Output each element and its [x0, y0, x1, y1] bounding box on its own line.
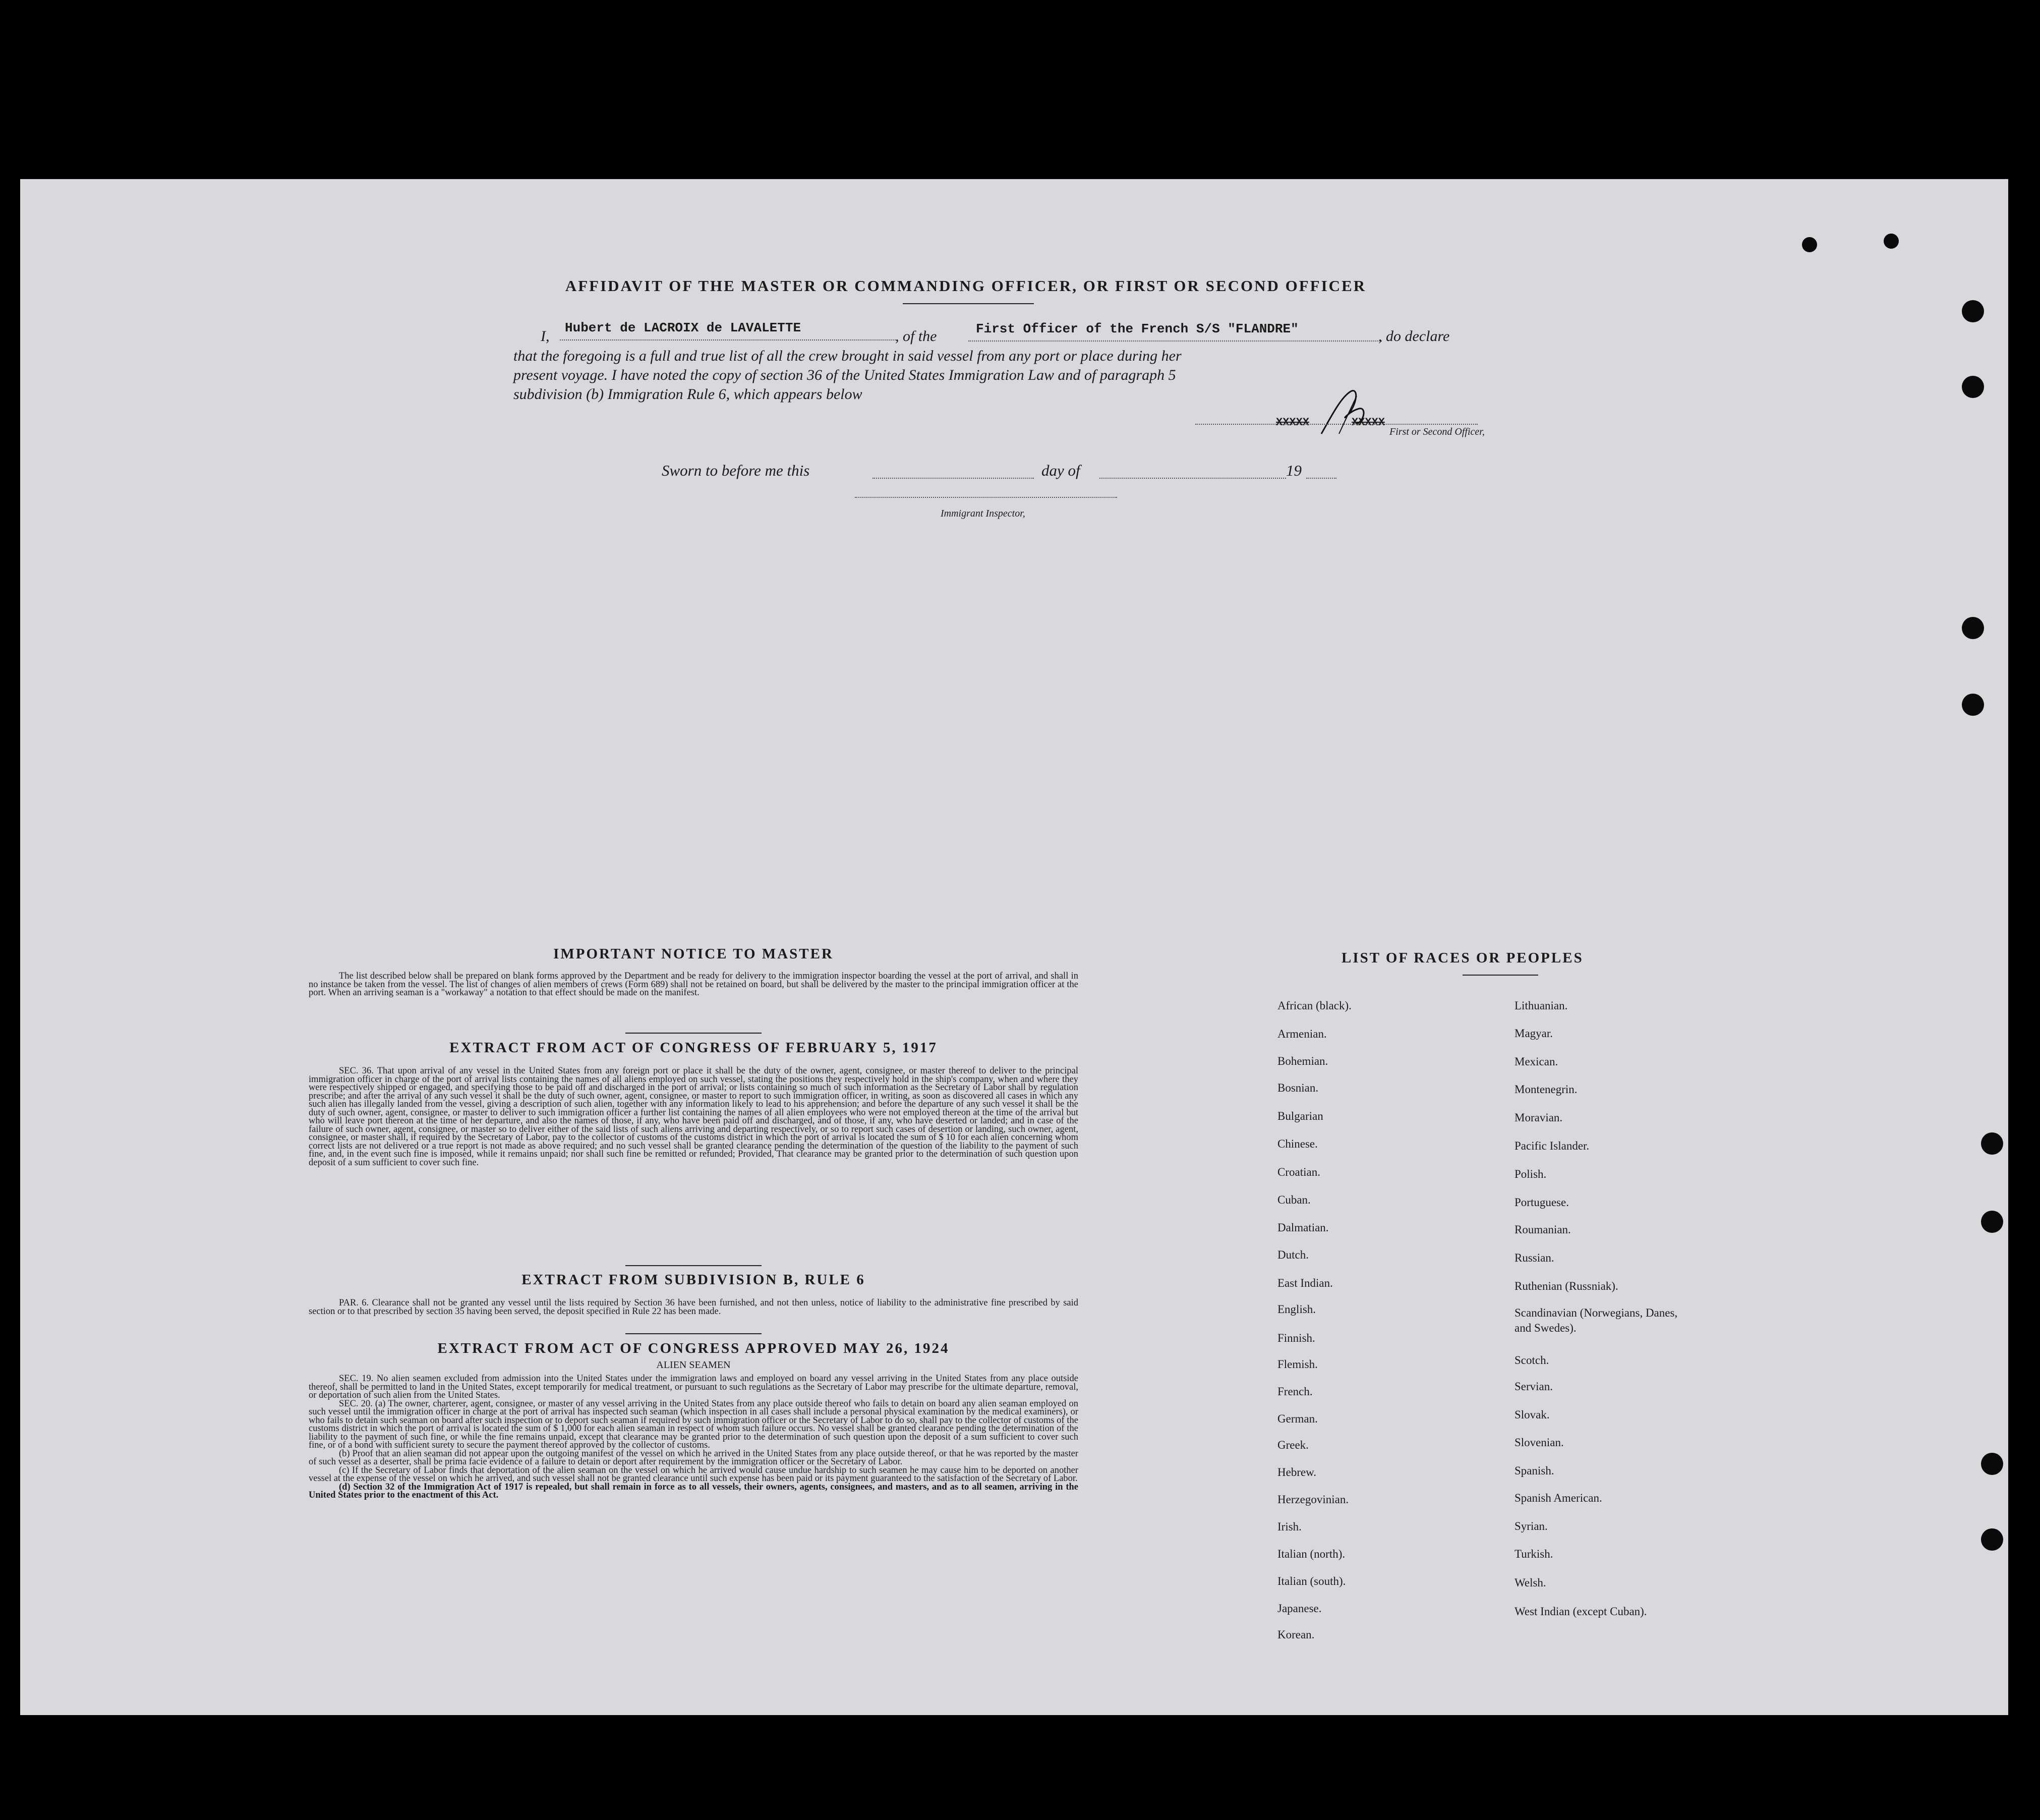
race-item: African (black). — [1277, 999, 1352, 1012]
race-item: Dalmatian. — [1277, 1221, 1329, 1234]
race-item: Italian (north). — [1277, 1548, 1346, 1560]
race-item: Finnish. — [1277, 1332, 1315, 1344]
punch-hole — [1981, 1453, 2003, 1475]
extract-1924-title: EXTRACT FROM ACT OF CONGRESS APPROVED MAY 26, 1924 — [437, 1340, 950, 1356]
race-item: Russian. — [1514, 1252, 1554, 1264]
section-paragraph: (d) Section 32 of the Immigration Act of 1917 is repealed, but shall remain in force as to all vessels, their owners, agents, consignees, and masters, and as to all seamen, arriving in the United States prior to the enactment of this Act. — [309, 1482, 1078, 1500]
race-item: Italian (south). — [1277, 1575, 1346, 1587]
day-of-label: day of — [1041, 462, 1080, 479]
affidavit-i: I, — [541, 328, 550, 345]
title-line — [968, 340, 1382, 342]
section-paragraph: SEC. 19. No alien seamen excluded from admission into the United States under the immigration laws and employed on board any vessel arriving in the United States from any place outside thereof, shall be permitted to land in the United States, except temporarily for medical treatment, or pursuant to such regulations as the Secretary of Labor may prescribe for the ultimate departure, removal, or deportation of such alien from the United States. — [309, 1374, 1078, 1400]
race-item: Dutch. — [1277, 1248, 1309, 1261]
race-item: German. — [1277, 1412, 1318, 1425]
section-paragraph: SEC. 20. (a) The owner, charterer, agent, consignee, or master of any vessel arriving in the United States from any place outside thereof who fails to detain on board any alien seaman employed on such vessel until the immigration officer in charge at the port of arrival has inspected such seaman (which inspection in all cases shall include a personal physical examination by the medical examiners), or who fails to detain such seaman on board after such inspection or to deport such seaman if required by such immigration officer or the Secretary of Labor to do so, shall pay to the collector of customs of the customs district in which the port of arrival is located the sum of $ 1,000 for each alien seaman in respect of whom such failure occurs. No vessel shall be granted clearance pending the determination of the liability to the payment of such fine, or while the fine remains unpaid, except that clearance may be granted prior to the determination of such question upon the deposit of a sum sufficient to cover such fine, or of a bond with sufficient surety to secure the payment thereof approved by the collector of customs. — [309, 1398, 1078, 1450]
race-item: Scandinavian (Norwegians, Danes, and Swedes). — [1514, 1306, 1678, 1334]
section-paragraph: (c) If the Secretary of Labor finds that deportation of the alien seaman on the vessel on which he arrived would cause undue hardship to such seamen he may cause him to be deported on another vessel at the expense of the vessel on which he arrived, and such vessel shall not be granted clearance until such expense has been paid or its payment guaranteed to the satisfaction of the Secretary of Labor. — [309, 1465, 1078, 1484]
inspector-caption: Immigrant Inspector, — [941, 508, 1025, 519]
year-prefix: 19 — [1286, 462, 1302, 479]
subdivision-text: PAR. 6. Clearance shall not be granted any vessel until the lists required by Section 36 have been furnished, and not then unless, notice of liability to the administrative fine prescribed by said section or to that prescribed by section 35 having been served, the deposit specified in Rule 22 has been made. — [309, 1298, 1078, 1317]
extract-1924-body — [309, 1375, 1078, 1500]
signature-line — [1195, 424, 1478, 425]
divider — [625, 1333, 762, 1334]
punch-hole — [1962, 617, 1984, 639]
race-item: West Indian (except Cuban). — [1514, 1605, 1647, 1618]
punch-hole — [1962, 376, 1984, 398]
race-item: Flemish. — [1277, 1358, 1318, 1371]
section-paragraph: (b) Proof that an alien seaman did not appear upon the outgoing manifest of the vessel on which he arrived in the United States from any place outside thereof, or that he was reported by the master of such vessel as a deserter, shall be prima facie evidence of a failure to detain or deport after requirement by the immigration officer or the Secretary of Labor. — [309, 1448, 1078, 1467]
race-item: Scotch. — [1514, 1354, 1549, 1367]
signature-caption: First or Second Officer, — [1389, 426, 1485, 437]
struck-text: XXXXX — [1352, 416, 1385, 429]
race-item: Spanish. — [1514, 1464, 1554, 1477]
notice-text: The list described below shall be prepared on blank forms approved by the Department and be ready for delivery to the immigration inspector boarding the vessel at the port of arrival, and shall in no instance be taken from the vessel. The list of changes of alien members of crews (Form 689) shall not be retained on board, but shall be delivered by the master to the principal immigration officer at the port. When an arriving seaman is a "workaway" a notation to that effect should be made on the manifest. — [309, 971, 1078, 998]
affidavit-title: AFFIDAVIT OF THE MASTER OR COMMANDING OFFICER, OR FIRST OR SECOND OFFICER — [565, 277, 1367, 295]
race-item: Turkish. — [1514, 1548, 1553, 1560]
year-line — [1306, 478, 1336, 479]
divider — [625, 1265, 762, 1266]
race-item: Ruthenian (Russniak). — [1514, 1280, 1618, 1292]
punch-hole — [1981, 1211, 2003, 1233]
race-item: Cuban. — [1277, 1193, 1311, 1206]
race-item: Croatian. — [1277, 1166, 1320, 1178]
race-item: Mexican. — [1514, 1055, 1558, 1068]
race-item: Pacific Islander. — [1514, 1140, 1590, 1152]
race-item: Servian. — [1514, 1380, 1553, 1393]
race-item: Armenian. — [1277, 1028, 1327, 1040]
handwritten-signature — [1311, 386, 1387, 436]
race-item: Greek. — [1277, 1439, 1309, 1451]
race-item: Roumanian. — [1514, 1223, 1571, 1236]
affidavit-body-line-2: present voyage. I have noted the copy of section 36 of the United States Immigration Law and of paragraph 5 — [513, 367, 1176, 383]
race-item: Bulgarian — [1277, 1110, 1323, 1122]
race-item: Spanish American. — [1514, 1492, 1602, 1504]
day-line — [872, 478, 1034, 479]
race-item: Magyar. — [1514, 1027, 1553, 1040]
extract-1917-title: EXTRACT FROM ACT OF CONGRESS OF FEBRUARY 5, 1917 — [449, 1040, 938, 1056]
extract-1917-text: SEC. 36. That upon arrival of any vessel in the United States from any foreign port or place it shall be the duty of the owner, agent, consignee, or master thereof to deliver to the principal immigration officer in charge of the port of arrival lists containing the names of all aliens employed on such vessel, stating the positions they respectively hold in the ship's company, when and where they were respectively shipped or engaged, and specifying those to be paid off and discharged in the port of arrival; or lists containing so much of such information as the Secretary of Labor shall by regulation prescribe; and after the arrival of any such vessel it shall be the duty of such owner, agent, consignee, or master to report to such immigration officer, in writing, as soon as discovered all cases in which any such alien has illegally landed from the vessel, giving a description of such alien, together with any information likely to lead to his apprehension; and before the departure of any such vessel it shall be the duty of such owner, agent, consignee, or master to deliver to such immigration officer a further list containing the names of all alien employees who were not employed thereon at the time of the arrival but who will leave port thereon at the time of her departure, and also the names of those, if any, who have been paid off and discharged, and of those, if any, who have deserted or landed; and in case of the failure of such owner, agent, consignee, or master so to deliver either of the said lists of such aliens arriving and departing respectively, or so to report such cases of desertion or landing, such owner, agent, consignee, or master shall, if required by the Secretary of Labor, pay to the collector of customs of the customs district in which the port of arrival is located the sum of $ 10 for each alien concerning whom correct lists are not delivered or a true report is not made as above required; and no such vessel shall be granted clearance pending the determination of the question of the liability to the payment of such fine, and, in the event such fine is imposed, while it remains unpaid; nor shall such fine be remitted or refunded; Provided, That clearance may be granted prior to the determination of such question upon deposit of a sum sufficient to cover such fine. — [309, 1066, 1078, 1168]
divider — [1463, 975, 1538, 976]
race-item: Herzegovinian. — [1277, 1493, 1349, 1506]
race-item: Japanese. — [1277, 1602, 1322, 1615]
punch-hole — [1962, 694, 1984, 716]
race-item: Bohemian. — [1277, 1055, 1328, 1067]
subdivision-title: EXTRACT FROM SUBDIVISION B, RULE 6 — [521, 1272, 865, 1288]
race-item: Bosnian. — [1277, 1082, 1319, 1094]
race-item: Polish. — [1514, 1168, 1547, 1180]
race-item: English. — [1277, 1303, 1316, 1316]
race-item: Lithuanian. — [1514, 999, 1568, 1012]
race-item: Montenegrin. — [1514, 1083, 1578, 1096]
divider — [903, 303, 1034, 304]
races-title: LIST OF RACES OR PEOPLES — [1342, 950, 1584, 966]
race-item: Korean. — [1277, 1628, 1315, 1641]
affidavit-of-the: , of the — [895, 328, 937, 345]
declarant-title: First Officer of the French S/S "FLANDRE" — [976, 321, 1299, 336]
struck-text: XXXXX — [1276, 416, 1310, 429]
race-item: Syrian. — [1514, 1520, 1548, 1532]
race-item: Portuguese. — [1514, 1196, 1569, 1209]
punch-hole — [1981, 1132, 2003, 1155]
race-item: Welsh. — [1514, 1576, 1546, 1589]
punch-hole — [1802, 237, 1817, 252]
affidavit-do-declare: , do declare — [1378, 328, 1450, 345]
name-line — [560, 339, 898, 340]
race-item: Chinese. — [1277, 1138, 1318, 1150]
race-item: East Indian. — [1277, 1277, 1333, 1289]
race-item: Hebrew. — [1277, 1466, 1317, 1478]
sworn-text: Sworn to before me this — [662, 462, 810, 479]
punch-hole — [1962, 300, 1984, 322]
month-line — [1099, 478, 1286, 479]
alien-seamen-subtitle: ALIEN SEAMEN — [656, 1359, 731, 1371]
declarant-name: Hubert de LACROIX de LAVALETTE — [565, 320, 801, 335]
affidavit-body-line-3: subdivision (b) Immigration Rule 6, which appears below — [513, 386, 862, 403]
punch-hole — [1884, 234, 1899, 249]
race-item: French. — [1277, 1385, 1313, 1398]
race-item: Slovak. — [1514, 1408, 1550, 1421]
race-item: Moravian. — [1514, 1111, 1563, 1124]
notice-title: IMPORTANT NOTICE TO MASTER — [553, 946, 834, 962]
punch-hole — [1981, 1528, 2003, 1551]
race-item: Slovenian. — [1514, 1436, 1564, 1449]
divider — [625, 1033, 762, 1034]
document-page — [20, 179, 2008, 1715]
race-item: Irish. — [1277, 1520, 1302, 1533]
inspector-line — [855, 497, 1117, 498]
affidavit-body-line-1: that the foregoing is a full and true list of all the crew brought in said vessel from any port or place during her — [513, 348, 1182, 364]
